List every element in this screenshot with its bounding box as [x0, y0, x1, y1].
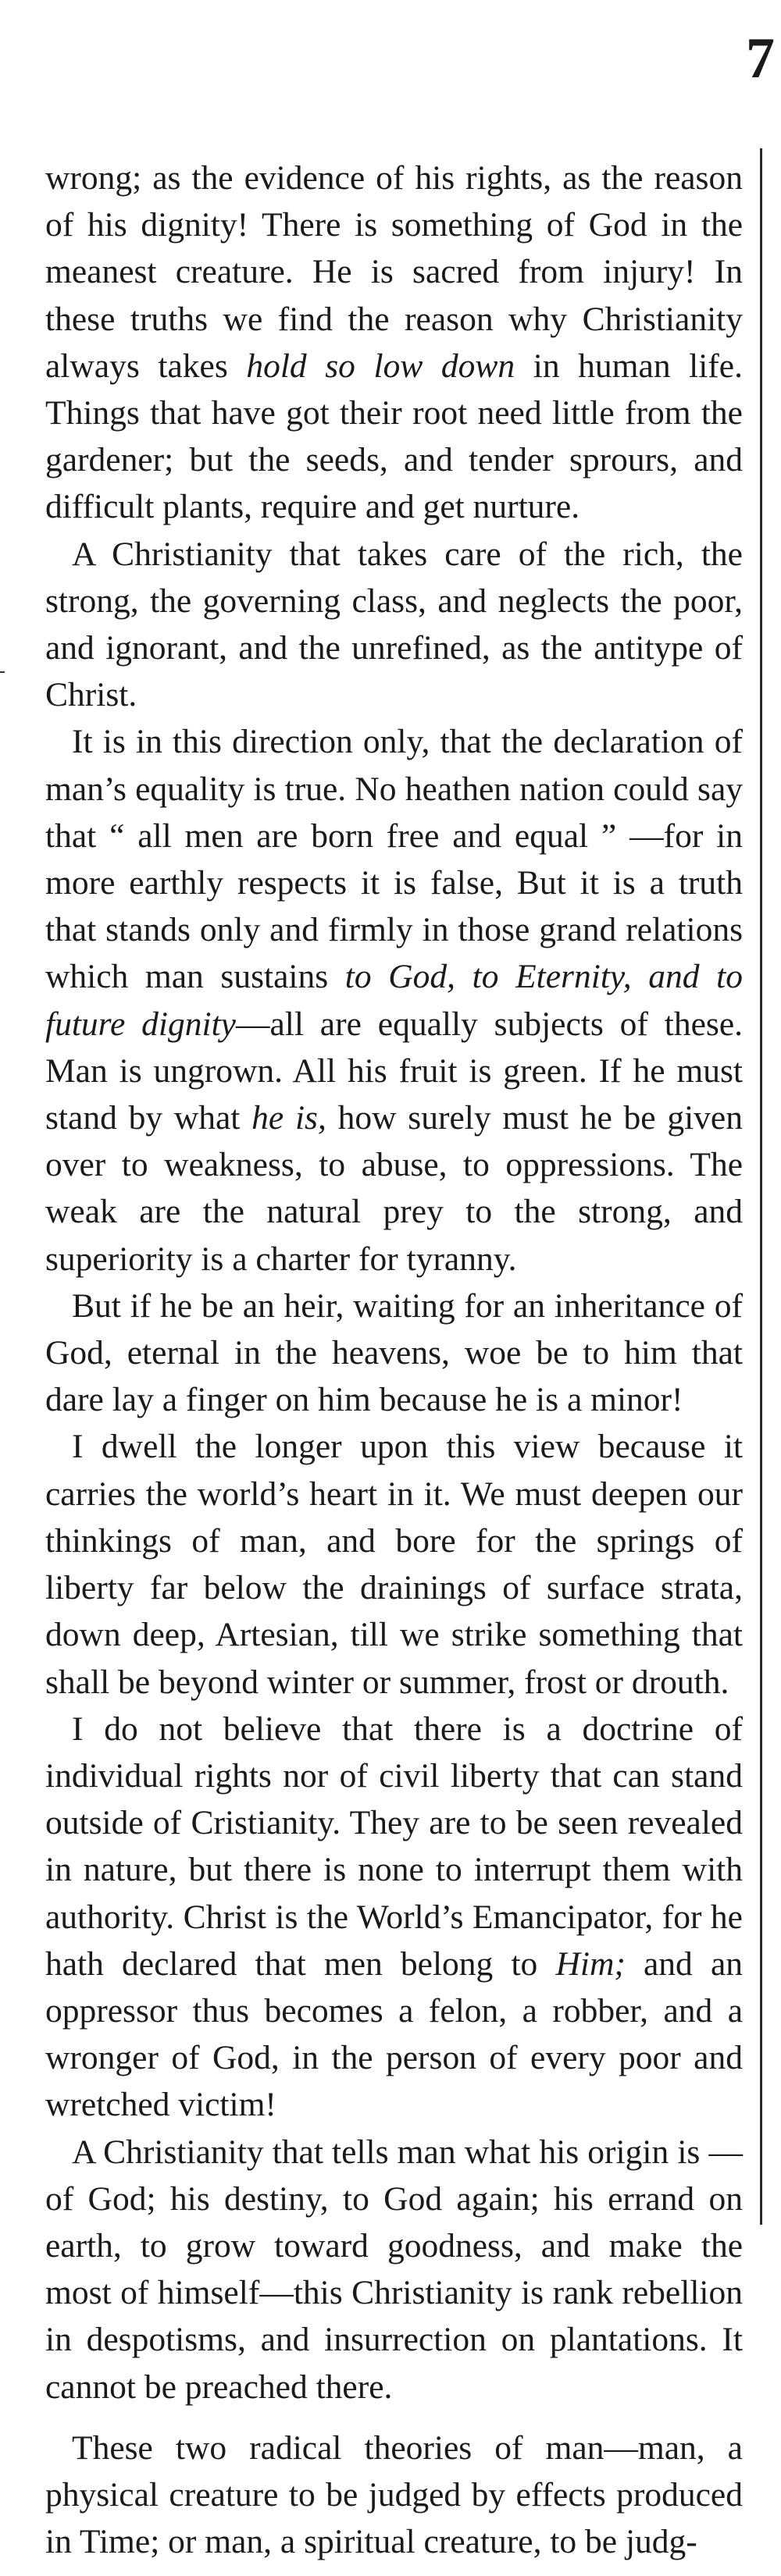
italic-run: hold so low down: [246, 347, 515, 385]
page-number: 7: [746, 27, 775, 91]
text-run: A Christianity that takes care of the rich, the strong, the governing class, and neglects the poor, and ignorant, and the unrefined, as the antitype of Christ.: [45, 535, 743, 714]
left-margin-mark: [0, 671, 5, 673]
text-run: in human life. Things that have got their root need little from the gardener; but the seeds, and tender sprours, and difficult plants, require and get nurture.: [45, 347, 743, 526]
paragraph-8: [45, 2425, 743, 2566]
italic-run: to God, to Eternity, and to future dignity: [45, 958, 743, 1043]
paragraph-4: [45, 1283, 743, 1424]
body-text: [45, 155, 743, 2565]
text-run: It is in this direction only, that the declaration of man’s equality is true. No heathen nation could say that “ all men are born free and equal ” —for in more earthly respects it is false, But it is a truth that stands only and firmly in those grand relations which man sustains: [45, 723, 743, 996]
text-run: —all are equally subjects of these. Man is ungrown. All his fruit is green. If he must stand by what: [45, 1005, 744, 1137]
text-run: But if he be an heir, waiting for an inheritance of God, eternal in the heavens, woe be to him that dare lay a finger on him because he is a minor!: [45, 1286, 743, 1419]
text-run: I do not believe that there is a doctrine of individual rights nor of civil liberty that can stand outside of Cristianity. They are to be seen revealed in nature, but there is none to interrupt them with authority. Christ is the World’s Emancipator, for he hath declared that men belong to: [45, 1710, 743, 1983]
right-margin-rule: [760, 148, 762, 2225]
paragraph-6: [45, 1706, 743, 2129]
paragraph-1: [45, 155, 743, 531]
text-run: and an oppressor thus becomes a felon, a robber, and a wronger of God, in the person of every poor and wretched victim!: [45, 1944, 744, 2124]
paragraph-3: [45, 718, 743, 1282]
text-run: These two radical theories of man—man, a physical creature to be judged by effects produced in Time; or man, a spiritual creature, to be judg-: [45, 2428, 743, 2561]
text-run: how surely must he be given over to weakness, to abuse, to oppressions. The weak are the natural prey to the strong, and superiority is a charter for tyranny.: [45, 1099, 743, 1278]
italic-run: he is,: [251, 1099, 326, 1137]
paragraph-5: [45, 1423, 743, 1705]
italic-run: Him;: [555, 1944, 626, 1983]
text-run: I dwell the longer upon this view because it carries the world’s heart in it. We must deepen our thinkings of man, and bore for the springs of liberty far below the drainings of surface strata, down deep, Artesian, till we strike something that shall be beyond winter or summer, frost or drouth.: [45, 1428, 743, 1701]
text-run: A Christianity that tells man what his origin is —of God; his destiny, to God again; his errand on earth, to grow toward goodness, and make the most of himself—this Christianity is rank rebellion in despotisms, and insurrection on plantations. It cannot be preached there.: [45, 2133, 743, 2406]
text-run: wrong; as the evidence of his rights, as the reason of his dignity! There is something of God in the meanest creature. He is sacred from injury! In these truths we find the reason why Christianity always takes: [45, 159, 743, 385]
paragraph-7: [45, 2129, 743, 2411]
paragraph-2: [45, 531, 743, 719]
